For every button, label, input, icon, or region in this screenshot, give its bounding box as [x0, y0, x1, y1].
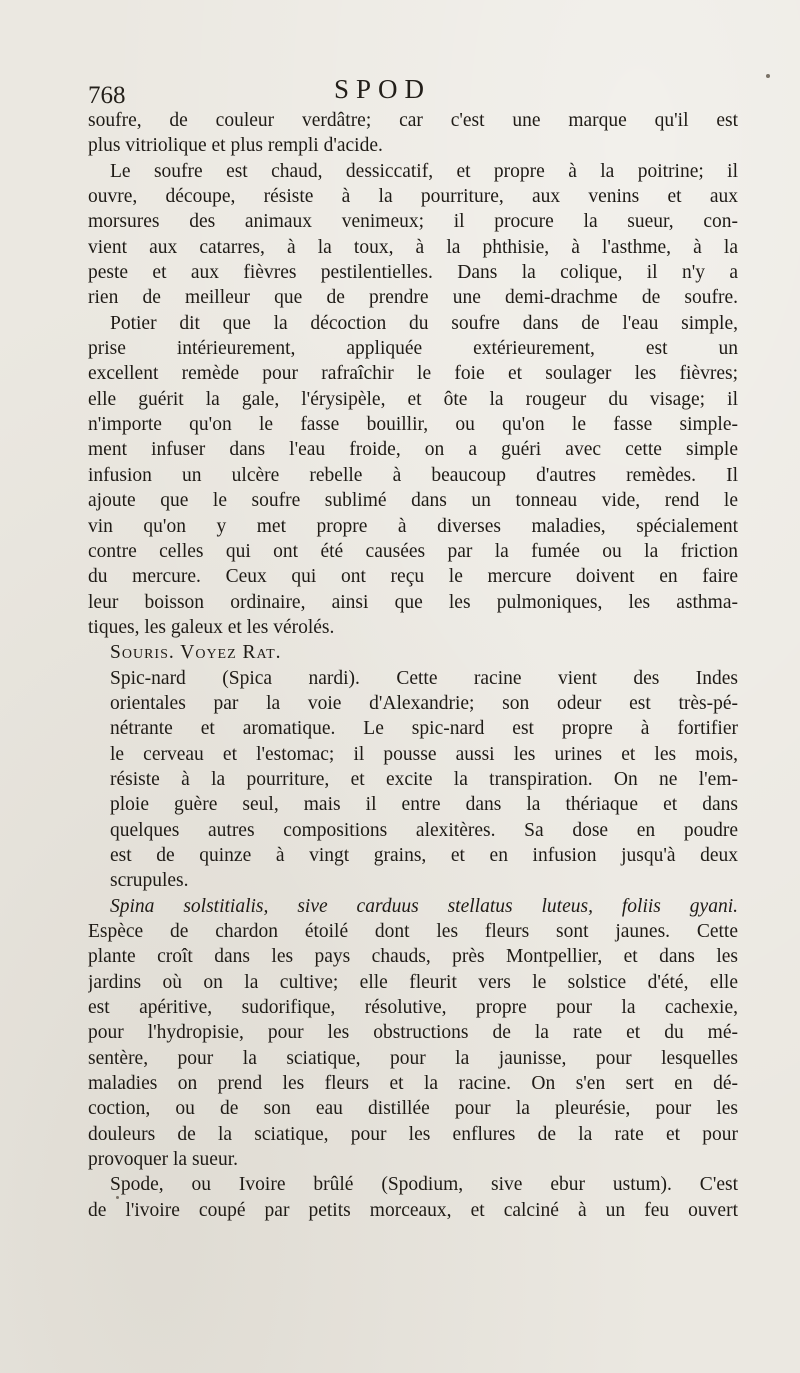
text-line: rien de meilleur que de prendre une demi-drachme de soufre. — [88, 287, 738, 309]
text-line: du mercure. Ceux qui ont reçu le mercure doivent en faire — [88, 566, 738, 588]
paper-speck — [116, 1196, 119, 1199]
text-line: provoquer la sueur. — [88, 1149, 239, 1171]
text-line: peste et aux fièvres pestilentielles. Dans la colique, il n'y a — [88, 262, 738, 284]
text-line: plus vitriolique et plus rempli d'acide. — [88, 135, 383, 157]
text-line: elle guérit la gale, l'érysipèle, et ôte la rougeur du visage; il — [88, 388, 738, 410]
text-line: résiste à la pourriture, et excite la transpiration. On ne l'em- — [110, 768, 738, 790]
text-line: morsures des animaux venimeux; il procure la sueur, con- — [88, 211, 738, 233]
text-line: quelques autres compositions alexitères. Sa dose en poudre — [110, 819, 738, 841]
text-line: ouvre, découpe, résiste à la pourriture, aux venins et aux — [88, 186, 738, 208]
text-line: maladies on prend les fleurs et la racine. On s'en sert en dé- — [88, 1073, 738, 1095]
text-line: prise intérieurement, appliquée extérieurement, est un — [88, 338, 738, 360]
text-line: ment infuser dans l'eau froide, on a guéri avec cette simple — [88, 439, 738, 461]
page-number: 768 — [88, 82, 126, 109]
text-line: leur boisson ordinaire, ainsi que les pulmoniques, les asthma- — [88, 591, 738, 613]
text-line: scrupules. — [110, 870, 189, 892]
text-line: douleurs de la sciatique, pour les enflures de la rate et pour — [88, 1123, 738, 1145]
entry-spina: Spina solstitialis, sive carduus stellatus luteus, foliis gyani. — [110, 895, 738, 917]
text-line: nétrante et aromatique. Le spic-nard est propre à fortifier — [110, 718, 738, 740]
text-line: plante croît dans les pays chauds, près Montpellier, et dans les — [88, 946, 738, 968]
text-line: vin qu'on y met propre à diverses maladies, spécialement — [88, 515, 738, 537]
text-line: n'importe qu'on le fasse bouillir, ou qu'on le fasse simple- — [88, 414, 738, 436]
text-line: Espèce de chardon étoilé dont les fleurs sont jaunes. Cette — [88, 921, 738, 942]
body-text — [88, 108, 738, 1223]
text-line: orientales par la voie d'Alexandrie; son odeur est très-pé- — [110, 692, 738, 714]
text-line: sentère, pour la sciatique, pour la jaunisse, pour lesquelles — [88, 1047, 738, 1069]
text-line: Potier dit que la décoction du soufre dans de l'eau simple, — [110, 312, 738, 334]
text-line: pour l'hydropisie, pour les obstructions de la rate et du mé- — [88, 1022, 738, 1044]
entry-spic-nard: Spic-nard (Spica nardi). Cette racine vient des Indes — [110, 667, 738, 689]
text-line: coction, ou de son eau distillée pour la pleurésie, pour les — [88, 1098, 738, 1120]
text-line: est de quinze à vingt grains, et en infusion jusqu'à deux — [110, 844, 738, 866]
text-line: ploie guère seul, mais il entre dans la thériaque et dans — [110, 794, 738, 816]
running-head: SPOD — [334, 74, 432, 104]
text-line: soufre, de couleur verdâtre; car c'est une marque qu'il est — [88, 110, 738, 131]
paper-speck — [766, 74, 770, 78]
text-line: ajoute que le soufre sublimé dans un tonneau vide, rend le — [88, 490, 738, 512]
text-line: Le soufre est chaud, dessiccatif, et propre à la poitrine; il — [110, 160, 738, 182]
text-line: jardins où on la cultive; elle fleurit vers le solstice d'été, elle — [88, 971, 738, 993]
text-line: de l'ivoire coupé par petits morceaux, et calciné à un feu ouvert — [88, 1199, 738, 1221]
text-line: excellent remède pour rafraîchir le foie et soulager les fièvres; — [88, 363, 738, 385]
text-line: infusion un ulcère rebelle à beaucoup d'autres remèdes. Il — [88, 464, 738, 486]
entry-spode: Spode, ou Ivoire brûlé (Spodium, sive ebur ustum). C'est — [110, 1174, 738, 1196]
text-line: tiques, les galeux et les vérolés. — [88, 616, 335, 638]
text-line: vient aux catarres, à la toux, à la phthisie, à l'asthme, à la — [88, 236, 738, 258]
entry-souris: Souris. Voyez Rat. — [110, 642, 282, 664]
text-line: est apéritive, sudorifique, résolutive, propre pour la cachexie, — [88, 997, 738, 1019]
text-line: contre celles qui ont été causées par la fumée ou la friction — [88, 540, 738, 562]
text-line: le cerveau et l'estomac; il pousse aussi les urines et les mois, — [110, 743, 738, 765]
